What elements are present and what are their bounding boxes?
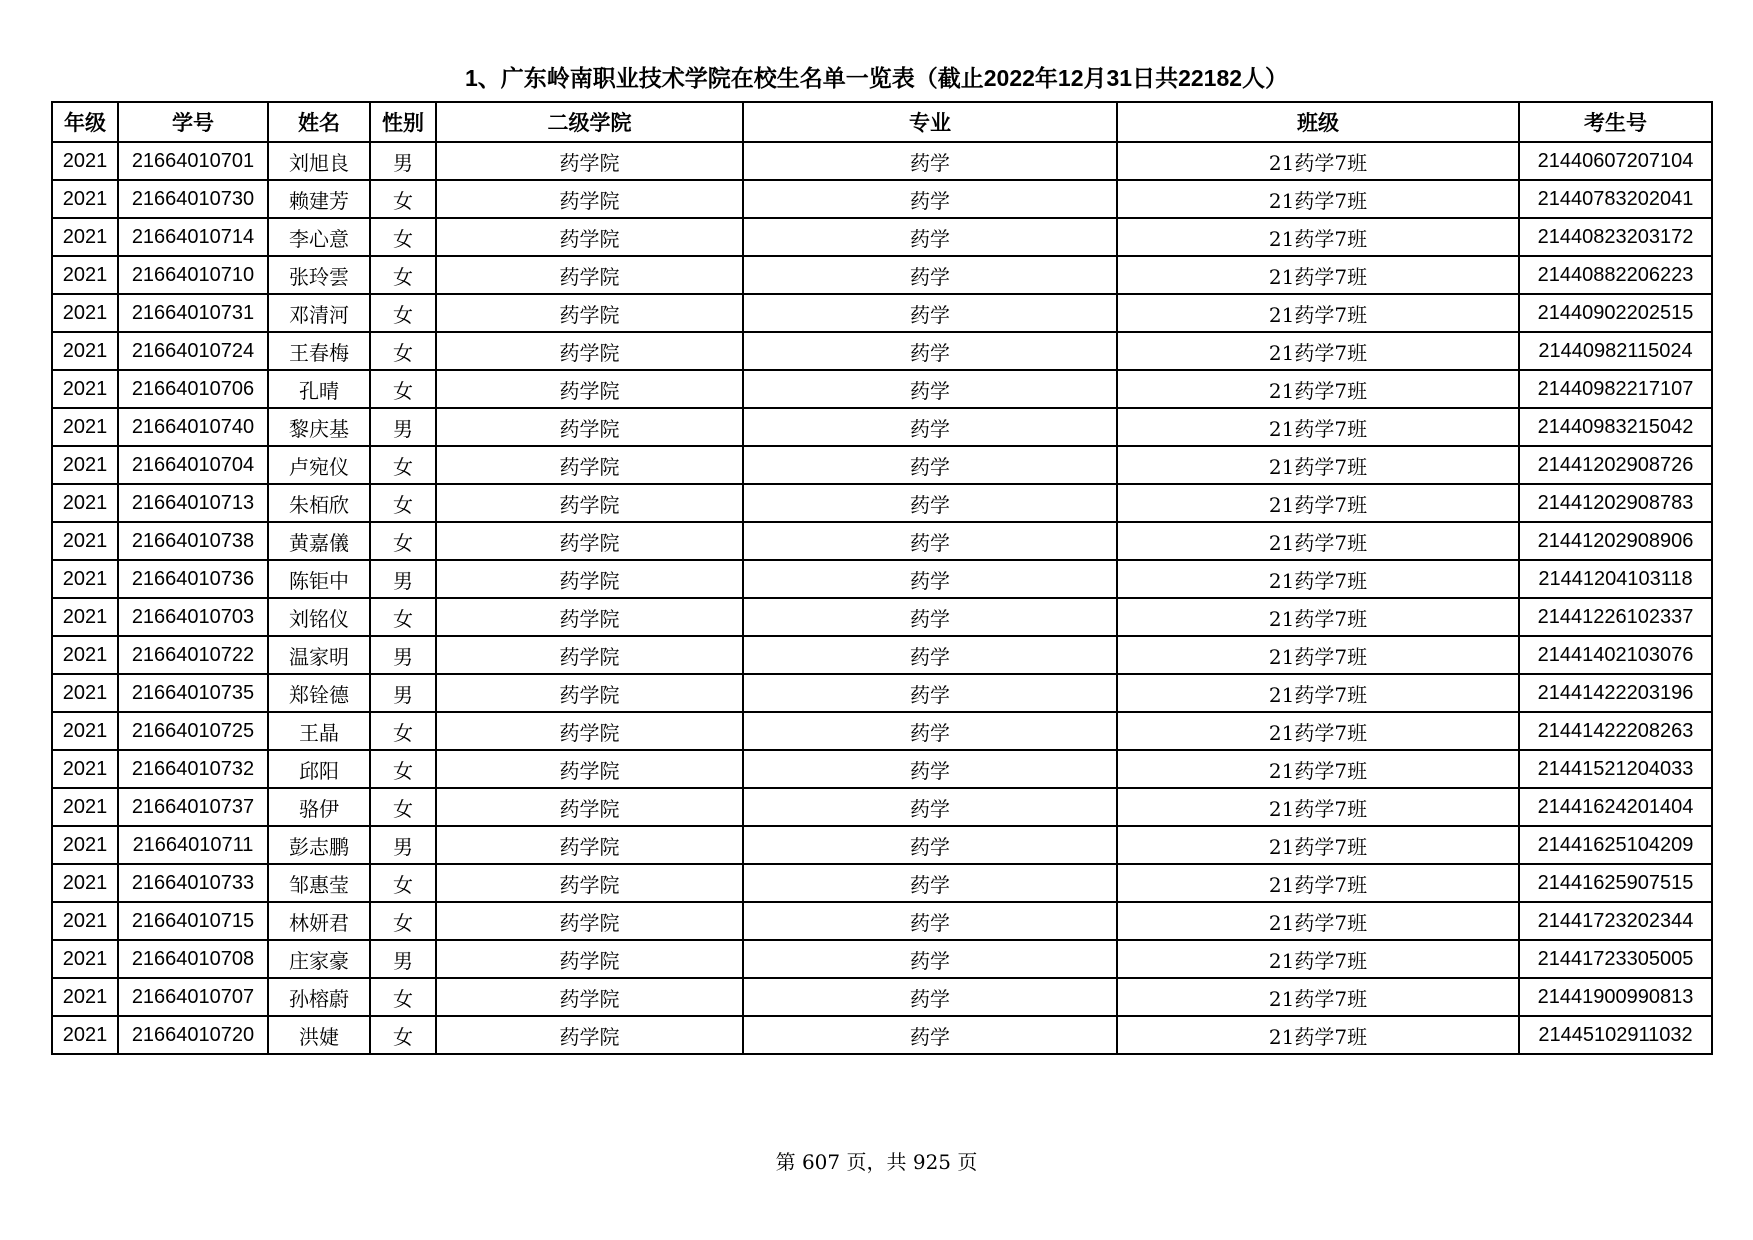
cell-name: 陈钜中 [268,560,370,598]
table-row [52,826,1712,864]
cell-grade: 2021 [52,1016,118,1054]
cell-major: 药学 [743,484,1117,522]
cell-college: 药学院 [436,332,743,370]
cell-name: 邹惠莹 [268,864,370,902]
cell-class: 21药学7班 [1117,940,1519,978]
cell-exam-number: 21441202908726 [1519,446,1712,484]
cell-major: 药学 [743,902,1117,940]
cell-class: 21药学7班 [1117,370,1519,408]
table-row [52,142,1712,180]
cell-name: 林妍君 [268,902,370,940]
cell-name: 邓清河 [268,294,370,332]
cell-class: 21药学7班 [1117,484,1519,522]
cell-class: 21药学7班 [1117,408,1519,446]
cell-student-id: 21664010706 [118,370,268,408]
page-footer [0,1146,1753,1175]
cell-college: 药学院 [436,408,743,446]
cell-exam-number: 21440607207104 [1519,142,1712,180]
cell-student-id: 21664010701 [118,142,268,180]
cell-name: 洪婕 [268,1016,370,1054]
cell-name: 卢宛仪 [268,446,370,484]
table-row [52,484,1712,522]
table-row [52,446,1712,484]
cell-class: 21药学7班 [1117,294,1519,332]
footer-middle: 页，共 [846,1150,907,1174]
cell-grade: 2021 [52,940,118,978]
cell-exam-number: 21440982115024 [1519,332,1712,370]
cell-class: 21药学7班 [1117,636,1519,674]
cell-college: 药学院 [436,864,743,902]
cell-student-id: 21664010730 [118,180,268,218]
cell-class: 21药学7班 [1117,446,1519,484]
cell-major: 药学 [743,978,1117,1016]
cell-major: 药学 [743,750,1117,788]
cell-gender: 男 [370,674,436,712]
table-row [52,1016,1712,1054]
footer-suffix: 页 [957,1150,978,1174]
cell-name: 王春梅 [268,332,370,370]
cell-grade: 2021 [52,674,118,712]
student-roster-table [51,101,1713,1055]
table-row [52,636,1712,674]
cell-major: 药学 [743,332,1117,370]
cell-class: 21药学7班 [1117,560,1519,598]
cell-exam-number: 21440783202041 [1519,180,1712,218]
header-exam-number: 考生号 [1519,102,1712,142]
header-name: 姓名 [268,102,370,142]
cell-gender: 女 [370,332,436,370]
cell-class: 21药学7班 [1117,522,1519,560]
table-row [52,674,1712,712]
cell-gender: 男 [370,560,436,598]
cell-exam-number: 21441625104209 [1519,826,1712,864]
cell-gender: 女 [370,256,436,294]
cell-major: 药学 [743,864,1117,902]
cell-name: 王晶 [268,712,370,750]
table-row [52,978,1712,1016]
cell-college: 药学院 [436,560,743,598]
cell-major: 药学 [743,180,1117,218]
cell-student-id: 21664010703 [118,598,268,636]
cell-name: 朱栢欣 [268,484,370,522]
cell-major: 药学 [743,446,1117,484]
cell-student-id: 21664010733 [118,864,268,902]
cell-grade: 2021 [52,370,118,408]
cell-student-id: 21664010740 [118,408,268,446]
cell-college: 药学院 [436,446,743,484]
cell-name: 黎庆基 [268,408,370,446]
cell-class: 21药学7班 [1117,712,1519,750]
cell-student-id: 21664010736 [118,560,268,598]
cell-exam-number: 21440982217107 [1519,370,1712,408]
cell-student-id: 21664010708 [118,940,268,978]
cell-exam-number: 21441625907515 [1519,864,1712,902]
cell-student-id: 21664010711 [118,826,268,864]
cell-gender: 男 [370,940,436,978]
cell-class: 21药学7班 [1117,902,1519,940]
cell-exam-number: 21441226102337 [1519,598,1712,636]
table-row [52,256,1712,294]
cell-college: 药学院 [436,712,743,750]
table-row [52,180,1712,218]
cell-grade: 2021 [52,902,118,940]
cell-gender: 女 [370,712,436,750]
cell-major: 药学 [743,636,1117,674]
cell-class: 21药学7班 [1117,598,1519,636]
cell-college: 药学院 [436,370,743,408]
cell-exam-number: 21445102911032 [1519,1016,1712,1054]
cell-grade: 2021 [52,560,118,598]
cell-college: 药学院 [436,218,743,256]
cell-college: 药学院 [436,750,743,788]
cell-college: 药学院 [436,484,743,522]
cell-class: 21药学7班 [1117,256,1519,294]
cell-class: 21药学7班 [1117,332,1519,370]
cell-grade: 2021 [52,256,118,294]
cell-name: 张玲雲 [268,256,370,294]
cell-grade: 2021 [52,180,118,218]
cell-exam-number: 21441202908906 [1519,522,1712,560]
cell-student-id: 21664010737 [118,788,268,826]
cell-gender: 男 [370,408,436,446]
table-row [52,750,1712,788]
cell-grade: 2021 [52,712,118,750]
cell-college: 药学院 [436,598,743,636]
table-row [52,712,1712,750]
cell-gender: 女 [370,788,436,826]
cell-gender: 男 [370,636,436,674]
cell-gender: 女 [370,180,436,218]
cell-major: 药学 [743,788,1117,826]
cell-student-id: 21664010722 [118,636,268,674]
cell-gender: 女 [370,1016,436,1054]
cell-exam-number: 21441204103118 [1519,560,1712,598]
table-body [52,142,1712,1054]
cell-gender: 女 [370,446,436,484]
cell-exam-number: 21441900990813 [1519,978,1712,1016]
cell-gender: 女 [370,902,436,940]
cell-gender: 女 [370,218,436,256]
cell-major: 药学 [743,522,1117,560]
cell-exam-number: 21441624201404 [1519,788,1712,826]
cell-gender: 女 [370,864,436,902]
cell-major: 药学 [743,940,1117,978]
cell-class: 21药学7班 [1117,750,1519,788]
cell-student-id: 21664010707 [118,978,268,1016]
table-row [52,218,1712,256]
cell-name: 孔晴 [268,370,370,408]
cell-class: 21药学7班 [1117,218,1519,256]
cell-student-id: 21664010725 [118,712,268,750]
cell-exam-number: 21441402103076 [1519,636,1712,674]
cell-college: 药学院 [436,180,743,218]
cell-college: 药学院 [436,978,743,1016]
cell-student-id: 21664010710 [118,256,268,294]
cell-grade: 2021 [52,408,118,446]
cell-gender: 女 [370,484,436,522]
cell-major: 药学 [743,408,1117,446]
cell-grade: 2021 [52,636,118,674]
cell-student-id: 21664010731 [118,294,268,332]
cell-exam-number: 21441422203196 [1519,674,1712,712]
cell-name: 李心意 [268,218,370,256]
cell-name: 骆伊 [268,788,370,826]
cell-name: 邱阳 [268,750,370,788]
cell-gender: 女 [370,598,436,636]
table-row [52,902,1712,940]
cell-major: 药学 [743,1016,1117,1054]
cell-gender: 女 [370,370,436,408]
cell-exam-number: 21440823203172 [1519,218,1712,256]
cell-student-id: 21664010738 [118,522,268,560]
cell-class: 21药学7班 [1117,1016,1519,1054]
cell-grade: 2021 [52,446,118,484]
cell-student-id: 21664010735 [118,674,268,712]
cell-gender: 女 [370,294,436,332]
cell-grade: 2021 [52,788,118,826]
table-row [52,560,1712,598]
cell-name: 刘铭仪 [268,598,370,636]
header-grade: 年级 [52,102,118,142]
header-gender: 性别 [370,102,436,142]
cell-class: 21药学7班 [1117,864,1519,902]
cell-gender: 女 [370,750,436,788]
footer-prefix: 第 [775,1150,796,1174]
cell-exam-number: 21441422208263 [1519,712,1712,750]
cell-class: 21药学7班 [1117,180,1519,218]
cell-grade: 2021 [52,750,118,788]
header-student-id: 学号 [118,102,268,142]
cell-grade: 2021 [52,484,118,522]
cell-college: 药学院 [436,1016,743,1054]
table-row [52,788,1712,826]
cell-college: 药学院 [436,940,743,978]
table-row [52,370,1712,408]
cell-major: 药学 [743,560,1117,598]
cell-major: 药学 [743,370,1117,408]
cell-gender: 男 [370,142,436,180]
footer-current-page: 607 [801,1150,841,1174]
cell-exam-number: 21441202908783 [1519,484,1712,522]
cell-grade: 2021 [52,826,118,864]
cell-name: 孙榕蔚 [268,978,370,1016]
cell-student-id: 21664010720 [118,1016,268,1054]
cell-name: 黄嘉儀 [268,522,370,560]
cell-grade: 2021 [52,598,118,636]
cell-student-id: 21664010724 [118,332,268,370]
cell-college: 药学院 [436,826,743,864]
cell-name: 赖建芳 [268,180,370,218]
cell-major: 药学 [743,256,1117,294]
cell-college: 药学院 [436,674,743,712]
cell-college: 药学院 [436,142,743,180]
cell-grade: 2021 [52,294,118,332]
footer-total-pages: 925 [912,1150,952,1174]
cell-grade: 2021 [52,864,118,902]
cell-class: 21药学7班 [1117,978,1519,1016]
cell-gender: 女 [370,978,436,1016]
cell-student-id: 21664010715 [118,902,268,940]
cell-exam-number: 21440882206223 [1519,256,1712,294]
cell-name: 刘旭良 [268,142,370,180]
cell-major: 药学 [743,598,1117,636]
cell-exam-number: 21441521204033 [1519,750,1712,788]
cell-name: 庄家豪 [268,940,370,978]
table-row [52,522,1712,560]
header-major: 专业 [743,102,1117,142]
table-row [52,332,1712,370]
cell-exam-number: 21441723202344 [1519,902,1712,940]
cell-class: 21药学7班 [1117,826,1519,864]
cell-student-id: 21664010713 [118,484,268,522]
table-row [52,598,1712,636]
cell-college: 药学院 [436,636,743,674]
table-row [52,294,1712,332]
cell-major: 药学 [743,218,1117,256]
cell-class: 21药学7班 [1117,142,1519,180]
cell-grade: 2021 [52,218,118,256]
cell-grade: 2021 [52,332,118,370]
cell-grade: 2021 [52,522,118,560]
cell-student-id: 21664010714 [118,218,268,256]
header-college: 二级学院 [436,102,743,142]
table-row [52,408,1712,446]
table-row [52,940,1712,978]
cell-college: 药学院 [436,902,743,940]
cell-grade: 2021 [52,978,118,1016]
cell-college: 药学院 [436,256,743,294]
cell-gender: 女 [370,522,436,560]
cell-college: 药学院 [436,522,743,560]
cell-exam-number: 21441723305005 [1519,940,1712,978]
cell-grade: 2021 [52,142,118,180]
cell-major: 药学 [743,294,1117,332]
table-header-row [52,102,1712,142]
cell-student-id: 21664010704 [118,446,268,484]
cell-student-id: 21664010732 [118,750,268,788]
cell-major: 药学 [743,142,1117,180]
cell-major: 药学 [743,674,1117,712]
cell-major: 药学 [743,826,1117,864]
cell-exam-number: 21440902202515 [1519,294,1712,332]
cell-class: 21药学7班 [1117,674,1519,712]
table-row [52,864,1712,902]
cell-major: 药学 [743,712,1117,750]
cell-college: 药学院 [436,294,743,332]
cell-name: 温家明 [268,636,370,674]
cell-name: 郑铨德 [268,674,370,712]
page-title: 1、广东岭南职业技术学院在校生名单一览表（截止2022年12月31日共22182人） [464,65,1289,91]
cell-gender: 男 [370,826,436,864]
cell-college: 药学院 [436,788,743,826]
cell-exam-number: 21440983215042 [1519,408,1712,446]
cell-name: 彭志鹏 [268,826,370,864]
cell-class: 21药学7班 [1117,788,1519,826]
header-class: 班级 [1117,102,1519,142]
